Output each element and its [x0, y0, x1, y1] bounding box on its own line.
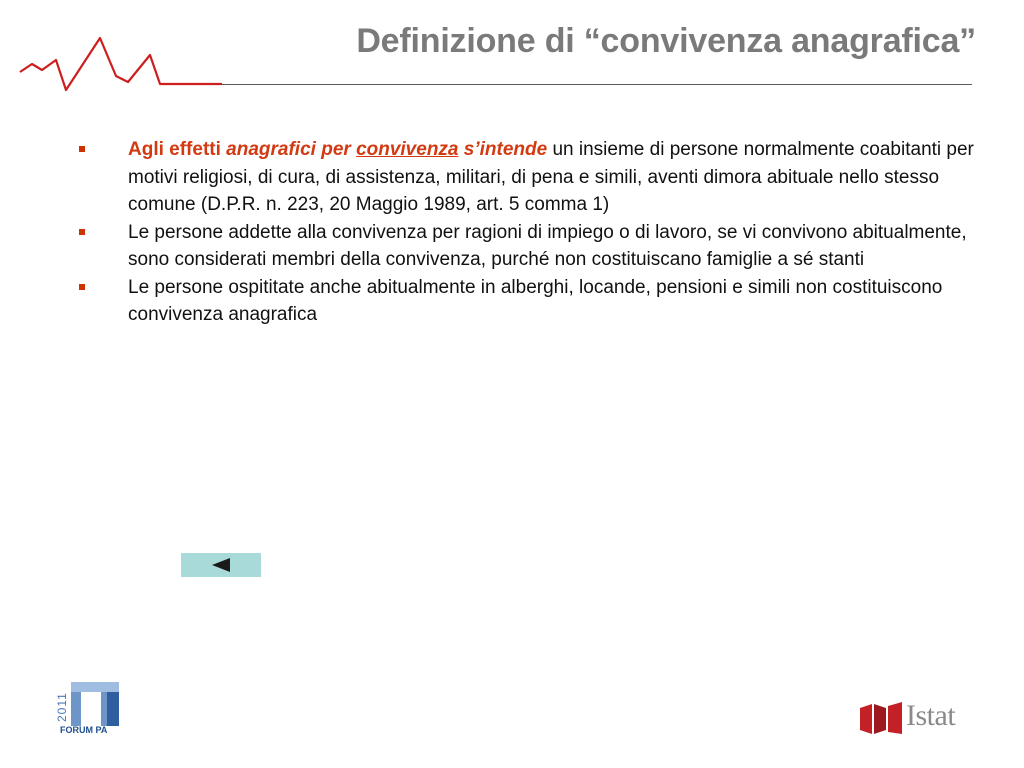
square-bullet-icon: [79, 284, 85, 290]
square-bullet-icon: [79, 146, 85, 152]
bullet-lead-italic-2: s’intende: [458, 139, 548, 160]
bullet-item: [76, 219, 976, 274]
back-button[interactable]: [181, 553, 261, 577]
bullet-text: Le persone ospititate anche abitualmente in alberghi, locande, pensioni e simili non costituiscono convivenza anagrafica: [128, 276, 943, 325]
forum-pa-label: FORUM PA: [60, 725, 108, 735]
bullet-list: [76, 136, 976, 329]
bullet-item: [76, 136, 976, 219]
bullet-item: [76, 274, 976, 329]
title-divider: [222, 84, 972, 85]
triangle-left-icon: [211, 557, 231, 573]
bullet-lead-underlined: convivenza: [356, 139, 459, 160]
forum-pa-year: 2011: [55, 692, 69, 722]
red-wave-decoration: [0, 0, 230, 100]
square-bullet-icon: [79, 229, 85, 235]
bullet-lead-italic: anagrafici per: [226, 139, 357, 160]
slide-title: Definizione di “convivenza anagrafica”: [356, 22, 976, 60]
bullet-text: Le persone addette alla convivenza per ragioni di impiego o di lavoro, se vi convivono abitualmente, sono considerati membri della convivenza, purché non costituiscano famiglie a sé stanti: [128, 221, 967, 270]
bullet-text: un insieme di persone normalmente coabitanti per motivi religiosi, di cura, di assistenza, militari, di pena e simili, aventi dimora abituale nello stesso comune (D.P.R. n. 223, 20 Maggio 1989, art. 5 comma 1): [128, 139, 974, 215]
istat-wordmark: Istat: [906, 699, 956, 732]
bullet-lead-bold: Agli effetti: [128, 139, 227, 160]
